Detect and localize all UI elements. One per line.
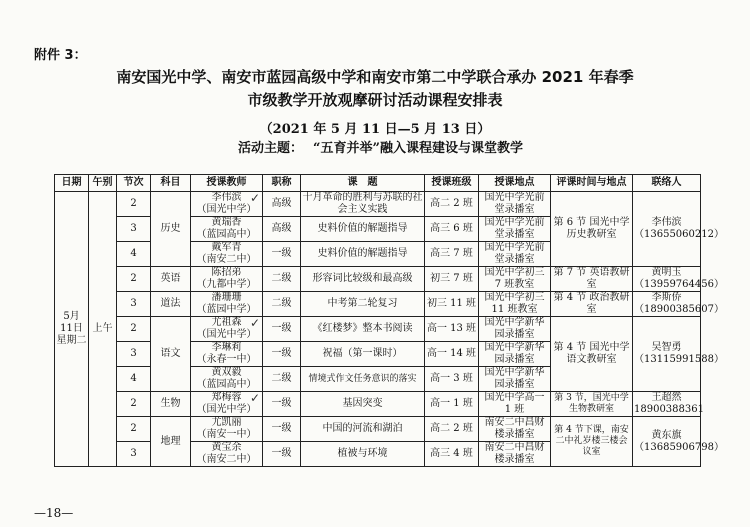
- teacher-cell: 戴军青 （南安二中）: [191, 242, 263, 267]
- topic-cell: 史料价值的解题指导: [301, 217, 425, 242]
- theme-text: “五育并举”融入课程建设与课堂教学: [313, 141, 523, 156]
- teacher-cell: 尤祖森 （国光中学） ✓: [191, 317, 263, 342]
- class-cell: 高三 4 班: [425, 442, 479, 467]
- header-cell: 节次: [117, 175, 151, 192]
- teacher-cell: 郑梅蓉 （国光中学） ✓: [191, 392, 263, 417]
- title-cell: 一级: [263, 317, 301, 342]
- class-cell: 高一 13 班: [425, 317, 479, 342]
- topic-cell: 中考第二轮复习: [301, 292, 425, 317]
- header-cell: 课 题: [301, 175, 425, 192]
- section-cell: 2: [117, 267, 151, 292]
- subject-cell: 历史: [151, 192, 191, 267]
- section-cell: 3: [117, 292, 151, 317]
- topic-cell: 《红楼梦》整本书阅读: [301, 317, 425, 342]
- review-cell: 第 4 节下课，南安二中礼岁楼三楼会议室: [551, 417, 633, 467]
- teacher-cell: 陈招弟 （九都中学）: [191, 267, 263, 292]
- section-cell: 3: [117, 217, 151, 242]
- subject-cell: 地理: [151, 417, 191, 467]
- contact-cell: 李斯侨 （18900385607）: [634, 292, 724, 315]
- subject-cell: 语文: [151, 317, 191, 392]
- contact-cell: 王超然 18900388361: [634, 392, 704, 415]
- review-cell: 第 4 节 国光中学 语文教研室: [551, 317, 633, 392]
- review-cell: 第 4 节 政治教研室: [551, 292, 633, 317]
- place-cell: 国光中学新华园录播室: [479, 367, 551, 392]
- section-cell: 2: [117, 192, 151, 217]
- contact-cell: 李伟滨 （13655060212）: [633, 192, 701, 267]
- date-cell: 5月 11日 星期二: [55, 192, 89, 467]
- topic-cell: 形容词比较级和最高级: [301, 267, 425, 292]
- header-cell: 评课时间与地点: [551, 175, 633, 192]
- header-cell: 科目: [151, 175, 191, 192]
- period-cell: 上午: [89, 192, 117, 467]
- topic-cell: 十月革命的胜利与苏联的社会主义实践: [302, 192, 423, 215]
- activity-theme: [238, 137, 533, 156]
- review-cell: 第 3 节，国光中学生物教研室: [551, 392, 633, 417]
- table-row: [55, 417, 701, 442]
- title-cell: 一级: [263, 342, 301, 367]
- header-cell: 职称: [263, 175, 301, 192]
- place-cell: 国光中学新华园录播室: [479, 317, 551, 342]
- schedule-table: [54, 174, 724, 467]
- table-row: [55, 267, 701, 292]
- place-cell: 国光中学光前堂录播室: [479, 192, 551, 217]
- place-cell: 国光中学初三 7 班教室: [479, 267, 551, 292]
- class-cell: 高一 14 班: [425, 342, 479, 367]
- header-cell: 授课教师: [191, 175, 263, 192]
- place-cell: 国光中学高一 1 班: [479, 392, 551, 417]
- class-cell: 高二 2 班: [425, 417, 479, 442]
- section-cell: 4: [117, 367, 151, 392]
- page-number: —18—: [34, 506, 74, 520]
- table-row: [55, 192, 701, 217]
- table-row: [55, 317, 701, 342]
- class-cell: 初三 11 班: [425, 292, 479, 317]
- teacher-cell: 黄瑞香 （蓝园高中）: [191, 217, 263, 242]
- class-cell: 高二 2 班: [425, 192, 479, 217]
- table-row: [55, 392, 701, 417]
- topic-cell: 史料价值的解题指导: [301, 242, 425, 267]
- section-cell: 2: [117, 392, 151, 417]
- section-cell: 4: [117, 242, 151, 267]
- teacher-cell: 李琳莉 （永春一中）: [191, 342, 263, 367]
- place-cell: 国光中学光前堂录播室: [479, 217, 551, 242]
- class-cell: 高一 1 班: [425, 392, 479, 417]
- place-cell: 国光中学新华园录播室: [479, 342, 551, 367]
- attachment-label: 附件 3：: [34, 48, 87, 63]
- title-cell: 一级: [263, 417, 301, 442]
- title-cell: 一级: [263, 442, 301, 467]
- topic-cell: 植被与环境: [301, 442, 425, 467]
- subject-cell: 英语: [151, 267, 191, 292]
- topic-cell: 祝福（第一课时）: [301, 342, 425, 367]
- subject-cell: 道法: [151, 292, 191, 317]
- review-cell: 第 6 节 国光中学 历史教研室: [551, 192, 633, 267]
- teacher-cell: 黄双毅 （蓝园高中）: [191, 367, 263, 392]
- header-cell: 授课班级: [425, 175, 479, 192]
- place-cell: 南安二中昌财楼录播室: [479, 417, 551, 442]
- place-cell: 南安二中昌财楼录播室: [479, 442, 551, 467]
- section-cell: 3: [117, 442, 151, 467]
- table-header-row: [55, 175, 701, 192]
- header-cell: 授课地点: [479, 175, 551, 192]
- header-cell: 联络人: [633, 175, 701, 192]
- class-cell: 高三 7 班: [425, 242, 479, 267]
- page-title: 南安国光中学、南安市蓝园高级中学和南安市第二中学联合承办 2021 年春季: [116, 68, 634, 86]
- class-cell: 初三 7 班: [425, 267, 479, 292]
- header-cell: 日期: [55, 175, 89, 192]
- topic-cell: 中国的河流和湖泊: [301, 417, 425, 442]
- review-cell: 第 7 节 英语教研室: [551, 267, 633, 292]
- date-range: （2021 年 5 月 11 日—5 月 13 日）: [259, 122, 491, 137]
- topic-cell: 基因突变: [301, 392, 425, 417]
- teacher-cell: 黄宝余 （南安二中）: [191, 442, 263, 467]
- teacher-cell: 李伟滨 （国光中学） ✓: [191, 192, 263, 217]
- title-cell: 二级: [263, 292, 301, 317]
- place-cell: 国光中学初三 11 班教室: [479, 292, 551, 317]
- contact-cell: 吴智勇 （13115991588）: [633, 317, 701, 392]
- section-cell: 3: [117, 342, 151, 367]
- class-cell: 高一 3 班: [425, 367, 479, 392]
- class-cell: 高三 6 班: [425, 217, 479, 242]
- teacher-cell: 潘珊珊 （蓝园中学）: [191, 292, 263, 317]
- title-cell: 二级: [263, 267, 301, 292]
- topic-cell: 情境式作文任务意识的落实: [301, 367, 425, 392]
- table-row: [55, 292, 701, 317]
- title-cell: 一级: [263, 242, 301, 267]
- theme-label: 活动主题：: [238, 141, 304, 156]
- header-cell: 午别: [89, 175, 117, 192]
- title-cell: 一级: [263, 392, 301, 417]
- contact-cell: 黄东旗 （13685906798）: [633, 417, 701, 467]
- section-cell: 2: [117, 417, 151, 442]
- title-cell: 高级: [263, 192, 301, 217]
- place-cell: 国光中学光前堂录播室: [479, 242, 551, 267]
- subject-cell: 生物: [151, 392, 191, 417]
- section-cell: 2: [117, 317, 151, 342]
- title-cell: 高级: [263, 217, 301, 242]
- teacher-cell: 尤凯丽 （南安一中）: [191, 417, 263, 442]
- contact-cell: 黄明玉 （13959764456）: [634, 267, 724, 290]
- title-cell: 二级: [263, 367, 301, 392]
- page-subtitle: 市级教学开放观摩研讨活动课程安排表: [247, 91, 503, 109]
